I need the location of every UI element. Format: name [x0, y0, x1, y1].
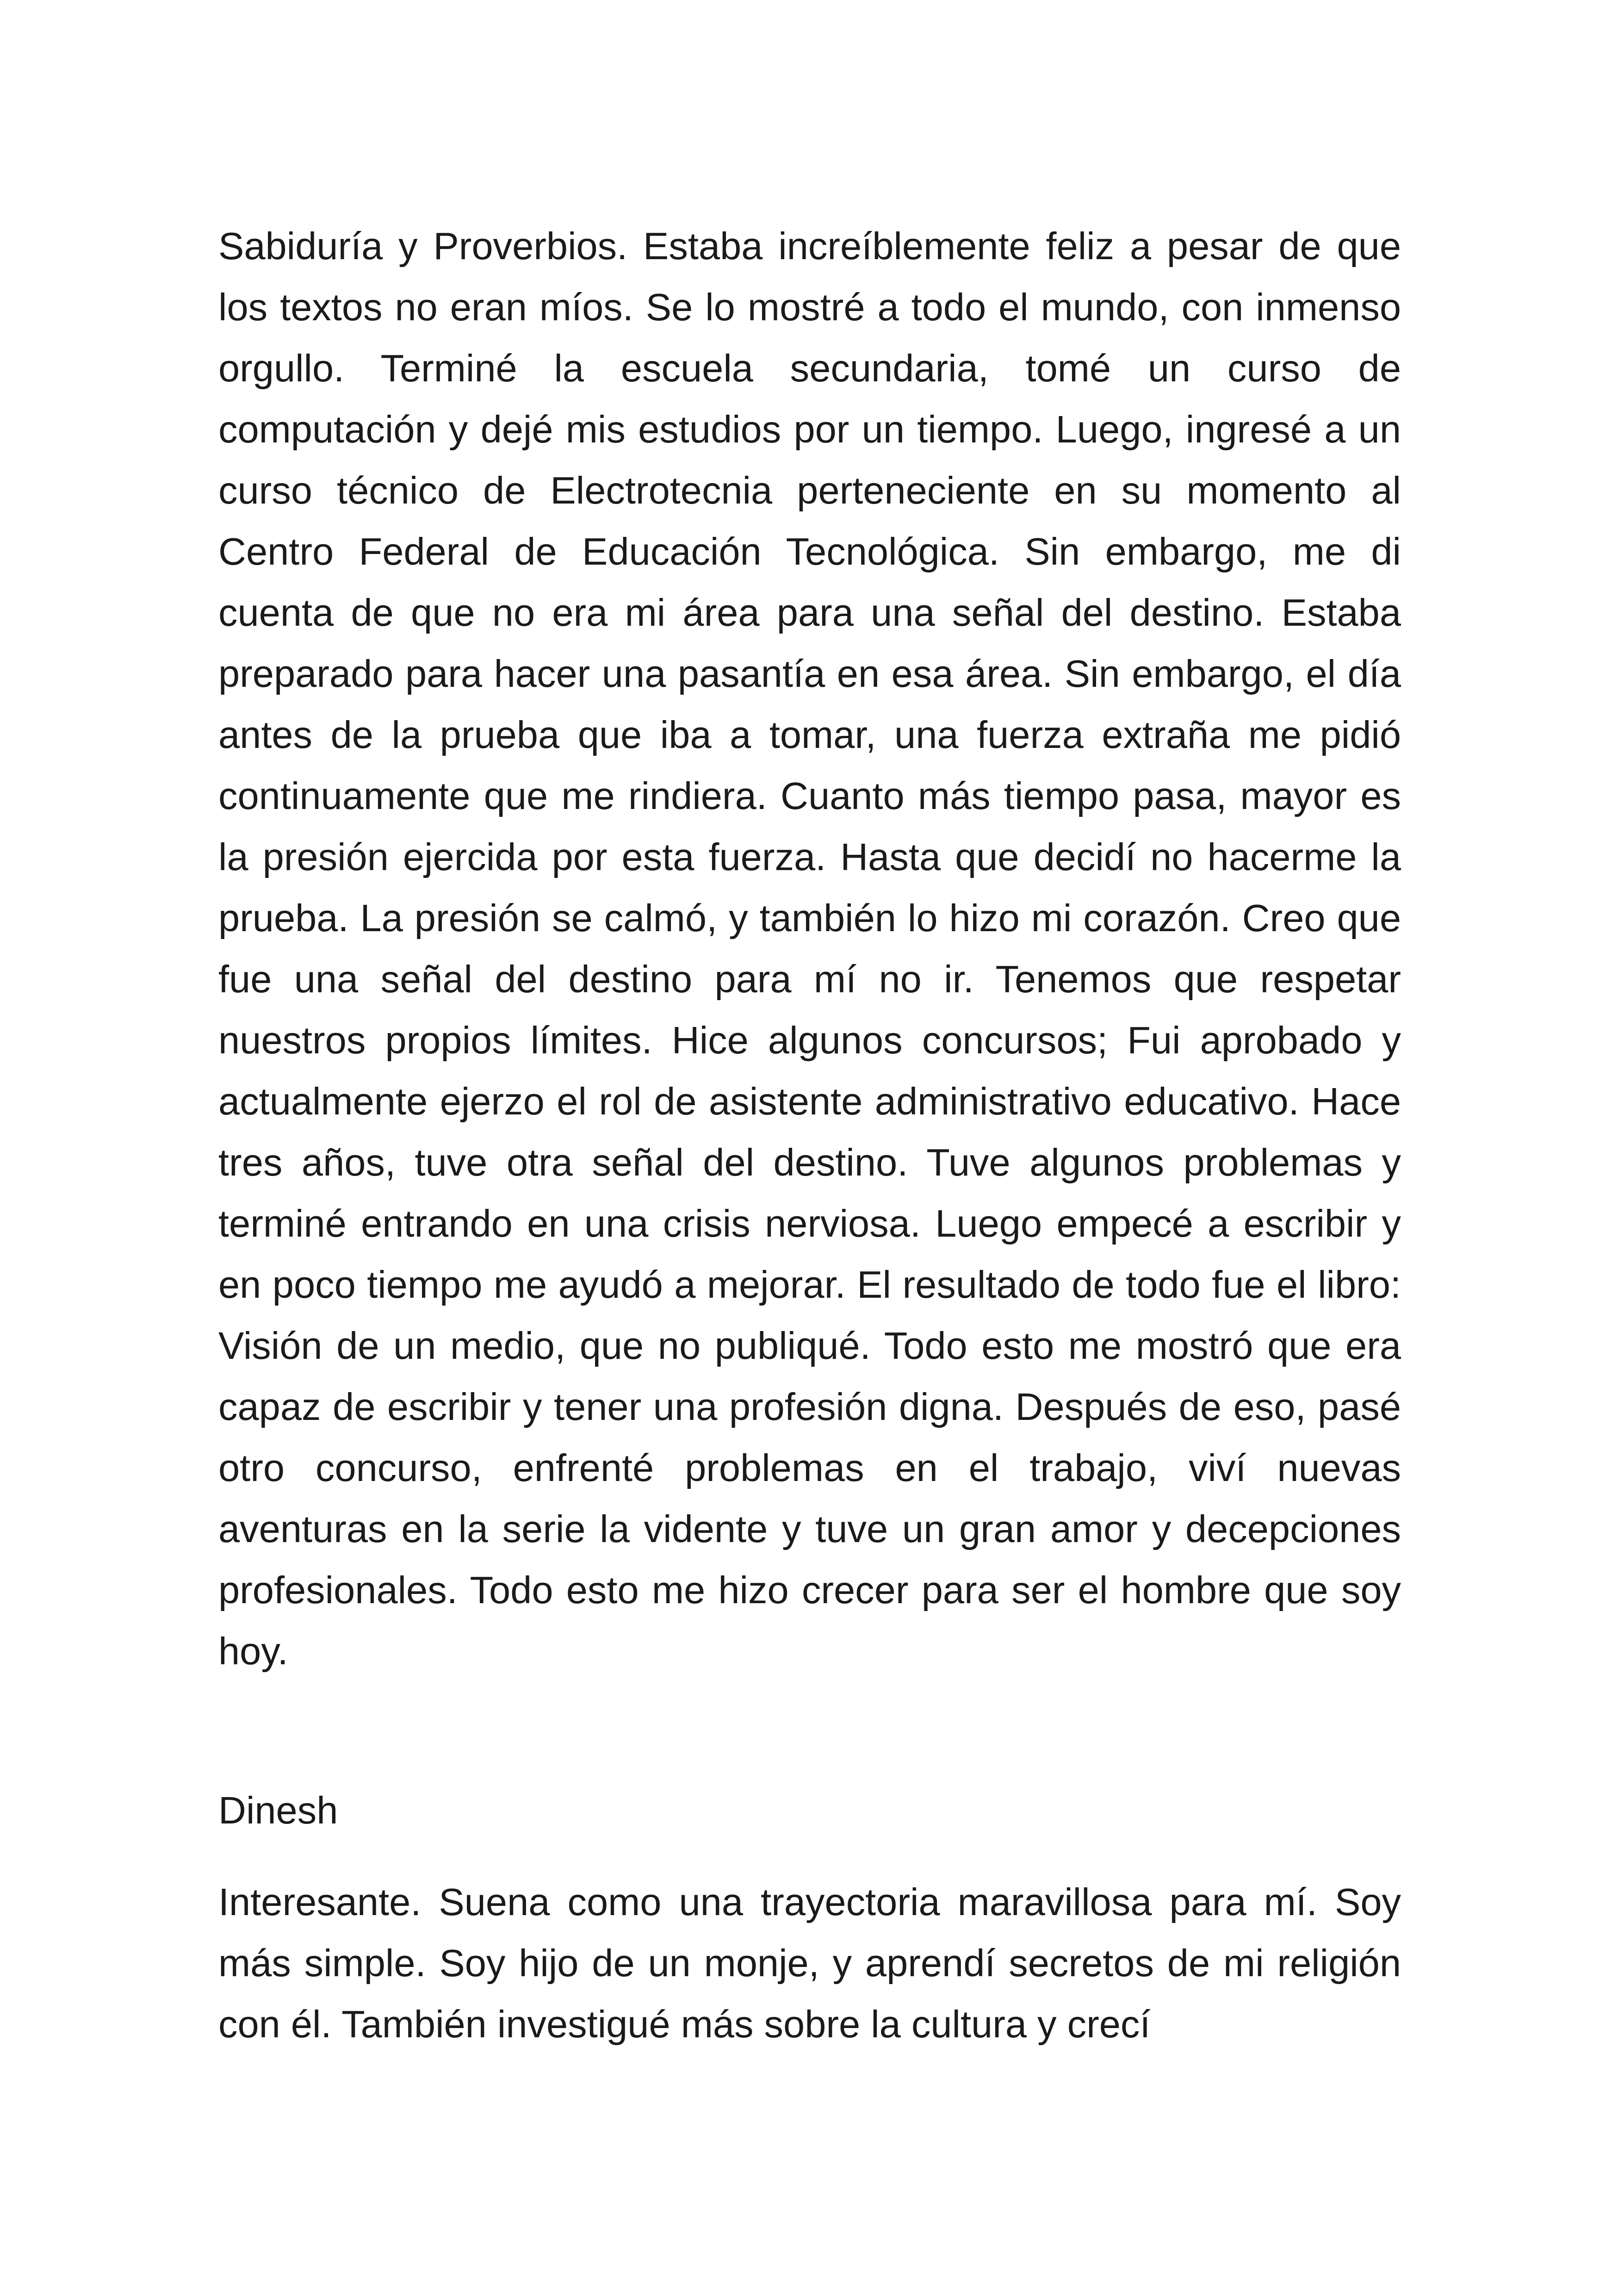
- speaker-name: Dinesh: [218, 1789, 338, 1832]
- body-paragraph: Sabiduría y Proverbios. Estaba increíblemente feliz a pesar de que los textos no eran míos. Se lo mostré a todo el mundo, con inmenso orgullo. Terminé la escuela secundaria, tomé un curso de computación y dejé mis estudios por un tiempo. Luego, ingresé a un curso técnico de Electrotecnia perteneciente en su momento al Centro Federal de Educación Tecnológica. Sin embargo, me di cuenta de que no era mi área para una señal del destino. Estaba preparado para hacer una pasantía en esa área. Sin embargo, el día antes de la prueba que iba a tomar, una fuerza extraña me pidió continuamente que me rindiera. Cuanto más tiempo pasa, mayor es la presión ejercida por esta fuerza. Hasta que decidí no hacerme la prueba. La presión se calmó, y también lo hizo mi corazón. Creo que fue una señal del destino para mí no ir. Tenemos que respetar nuestros propios límites. Hice algunos concursos; Fui aprobado y actualmente ejerzo el rol de asistente administrativo educativo. Hace tres años, tuve otra señal del destino. Tuve algunos problemas y terminé entrando en una crisis nerviosa. Luego empecé a escribir y en poco tiempo me ayudó a mejorar. El resultado de todo fue el libro: Visión de un medio, que no publiqué. Todo esto me mostró que era capaz de escribir y tener una profesión digna. Después de eso, pasé otro concurso, enfrenté problemas en el trabajo, viví nuevas aventuras en la serie la vidente y tuve un gran amor y decepciones profesionales. Todo esto me hizo crecer para ser el hombre que soy hoy.: [218, 224, 1401, 1673]
- body-paragraph-continued: Interesante. Suena como una trayectoria maravillosa para mí. Soy más simple. Soy hijo de un monje, y aprendí secretos de mi religión con él. También investigué más sobre la cultura y crecí: [218, 1880, 1401, 2046]
